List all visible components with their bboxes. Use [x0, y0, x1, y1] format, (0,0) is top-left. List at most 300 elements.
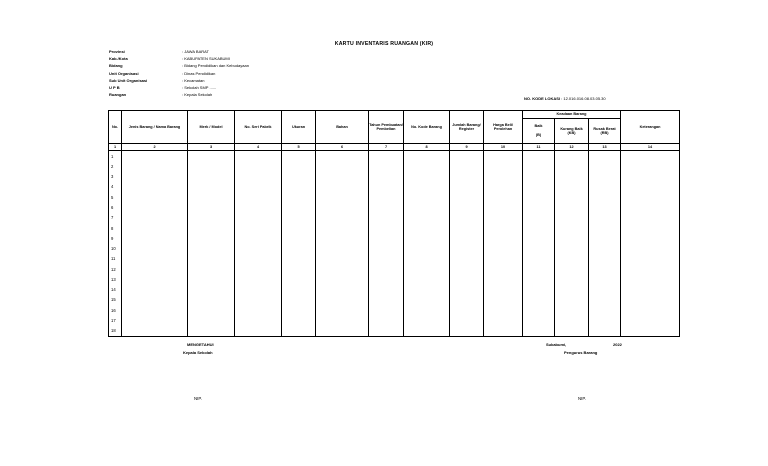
info-row [109, 91, 249, 98]
table-cell [369, 202, 404, 212]
table-cell [188, 254, 235, 264]
table-cell [404, 182, 450, 192]
table-cell [188, 264, 235, 274]
table-cell [621, 151, 680, 162]
table-cell [450, 284, 484, 294]
table-cell [484, 274, 523, 284]
table-cell [235, 182, 282, 192]
table-cell [282, 243, 316, 253]
table-cell [450, 161, 484, 171]
place-label: Sukabumi, [546, 342, 567, 347]
table-cell [188, 172, 235, 182]
table-cell [188, 161, 235, 171]
table-cell [316, 213, 369, 223]
table-cell [122, 172, 188, 182]
table-cell [484, 305, 523, 315]
table-cell [555, 295, 589, 305]
table-cell [404, 305, 450, 315]
table-cell [484, 151, 523, 162]
table-cell [235, 172, 282, 182]
table-cell [316, 172, 369, 182]
table-cell [555, 326, 589, 337]
table-cell [523, 305, 555, 315]
kode-lokasi-value: : 12.016.016.08.03.05.30 [561, 96, 606, 101]
table-cell [369, 295, 404, 305]
table-cell [555, 243, 589, 253]
table-cell [316, 305, 369, 315]
table-cell [404, 151, 450, 162]
column-number: 10 [484, 144, 523, 151]
table-cell [555, 192, 589, 202]
table-cell [235, 284, 282, 294]
table-cell [282, 172, 316, 182]
table-row [109, 264, 680, 274]
table-cell [404, 254, 450, 264]
table-cell [282, 264, 316, 274]
table-cell [404, 243, 450, 253]
header-info [109, 48, 249, 98]
table-cell [316, 274, 369, 284]
table-cell [404, 192, 450, 202]
table-cell [316, 284, 369, 294]
table-cell [589, 161, 621, 171]
table-cell [122, 326, 188, 337]
table-cell [450, 202, 484, 212]
table-row [109, 192, 680, 202]
table-cell [555, 284, 589, 294]
row-number: 9 [109, 233, 122, 243]
table-cell [555, 202, 589, 212]
table-cell [282, 315, 316, 325]
table-cell [589, 315, 621, 325]
table-cell [369, 151, 404, 162]
table-cell [316, 233, 369, 243]
table-cell [188, 223, 235, 233]
table-cell [621, 161, 680, 171]
header-tahun: Tahun Pembuatan/ Pembelian [369, 111, 404, 144]
table-cell [316, 223, 369, 233]
table-cell [316, 151, 369, 162]
table-cell [450, 295, 484, 305]
table-cell [589, 223, 621, 233]
table-cell [122, 315, 188, 325]
info-label: Unit Organisasi [109, 70, 139, 76]
table-cell [122, 223, 188, 233]
table-cell [484, 182, 523, 192]
table-cell [450, 326, 484, 337]
header-kurang-baik: Kurang Baik (KB) [555, 119, 589, 144]
table-cell [316, 192, 369, 202]
row-number: 1 [109, 151, 122, 162]
table-cell [621, 305, 680, 315]
table-cell [235, 192, 282, 202]
table-cell [523, 315, 555, 325]
table-cell [555, 213, 589, 223]
table-cell [484, 315, 523, 325]
table-cell [523, 161, 555, 171]
table-cell [282, 233, 316, 243]
table-cell [404, 233, 450, 243]
table-cell [235, 151, 282, 162]
table-cell [188, 243, 235, 253]
table-cell [589, 182, 621, 192]
table-cell [484, 202, 523, 212]
table-cell [404, 315, 450, 325]
inventory-table [108, 110, 680, 337]
table-cell [621, 326, 680, 337]
row-number: 6 [109, 202, 122, 212]
table-cell [555, 172, 589, 182]
table-row [109, 284, 680, 294]
table-cell [282, 192, 316, 202]
table-cell [122, 243, 188, 253]
table-cell [523, 172, 555, 182]
table-cell [316, 161, 369, 171]
table-cell [589, 243, 621, 253]
table-cell [316, 254, 369, 264]
table-cell [282, 284, 316, 294]
row-number: 14 [109, 284, 122, 294]
column-number: 3 [188, 144, 235, 151]
table-cell [589, 172, 621, 182]
table-cell [404, 213, 450, 223]
table-cell [188, 213, 235, 223]
table-cell [369, 284, 404, 294]
table-cell [404, 161, 450, 171]
table-cell [235, 254, 282, 264]
table-row [109, 305, 680, 315]
info-row [109, 48, 249, 55]
table-cell [369, 233, 404, 243]
table-cell [523, 151, 555, 162]
row-number: 12 [109, 264, 122, 274]
info-row [109, 62, 249, 69]
info-label: Ruangan [109, 92, 127, 98]
table-cell [235, 233, 282, 243]
table-cell [282, 274, 316, 284]
table-row [109, 326, 680, 337]
table-cell [484, 192, 523, 202]
table-cell [450, 274, 484, 284]
table-cell [188, 151, 235, 162]
column-number: 12 [555, 144, 589, 151]
info-value: : Dinas Pendidikan [182, 70, 216, 76]
info-value: : Kepala Sekolah [182, 92, 213, 98]
column-number-row [109, 144, 680, 151]
info-row [109, 55, 249, 62]
info-label: U P B [109, 85, 120, 91]
table-row [109, 243, 680, 253]
table-cell [235, 274, 282, 284]
column-number: 14 [621, 144, 680, 151]
column-number: 4 [235, 144, 282, 151]
table-cell [404, 202, 450, 212]
table-cell [555, 305, 589, 315]
table-cell [369, 192, 404, 202]
table-cell [621, 213, 680, 223]
row-number: 8 [109, 223, 122, 233]
table-row [109, 315, 680, 325]
table-cell [523, 254, 555, 264]
table-cell [589, 305, 621, 315]
table-cell [555, 254, 589, 264]
table-cell [621, 223, 680, 233]
row-number: 7 [109, 213, 122, 223]
table-cell [122, 151, 188, 162]
table-cell [235, 202, 282, 212]
table-cell [589, 151, 621, 162]
table-cell [404, 274, 450, 284]
table-cell [523, 213, 555, 223]
info-value: : Bidang Pendidikan dan Kebudayaan [182, 63, 249, 69]
nip-left: NIP. [194, 396, 202, 401]
table-cell [122, 264, 188, 274]
table-cell [621, 192, 680, 202]
row-number: 2 [109, 161, 122, 171]
table-cell [404, 172, 450, 182]
table-cell [523, 274, 555, 284]
column-number: 2 [122, 144, 188, 151]
info-row [109, 70, 249, 77]
table-row [109, 151, 680, 162]
table-cell [450, 172, 484, 182]
table-cell [316, 315, 369, 325]
table-cell [122, 254, 188, 264]
table-cell [450, 264, 484, 274]
table-cell [316, 202, 369, 212]
header-kode-barang: No. Kode Barang [404, 111, 450, 144]
table-cell [122, 192, 188, 202]
table-cell [369, 254, 404, 264]
table-cell [188, 315, 235, 325]
header-baik: Baik (B) [523, 119, 555, 144]
table-cell [316, 326, 369, 337]
table-cell [369, 223, 404, 233]
table-cell [450, 243, 484, 253]
table-cell [404, 264, 450, 274]
table-cell [523, 295, 555, 305]
table-cell [450, 305, 484, 315]
header-jumlah: Jumlah Barang/ Register [450, 111, 484, 144]
info-label: Sub Unit Organisasi [109, 77, 148, 83]
nip-right: NIP. [578, 396, 586, 401]
table-cell [404, 284, 450, 294]
table-cell [369, 213, 404, 223]
table-cell [316, 182, 369, 192]
table-cell [188, 192, 235, 202]
table-cell [235, 161, 282, 171]
table-cell [369, 305, 404, 315]
table-row [109, 182, 680, 192]
table-cell [369, 326, 404, 337]
table-cell [122, 305, 188, 315]
table-cell [316, 264, 369, 274]
column-number: 13 [589, 144, 621, 151]
table-row [109, 223, 680, 233]
table-cell [621, 284, 680, 294]
table-cell [621, 274, 680, 284]
table-cell [235, 305, 282, 315]
info-label: Provinsi [109, 49, 125, 54]
table-cell [621, 243, 680, 253]
table-cell [484, 243, 523, 253]
kode-lokasi [524, 96, 606, 101]
table-cell [555, 223, 589, 233]
table-cell [188, 326, 235, 337]
table-cell [316, 295, 369, 305]
row-number: 16 [109, 305, 122, 315]
table-cell [188, 182, 235, 192]
table-cell [555, 274, 589, 284]
row-number: 18 [109, 326, 122, 337]
column-number: 9 [450, 144, 484, 151]
row-number: 11 [109, 254, 122, 264]
table-cell [589, 213, 621, 223]
table-row [109, 295, 680, 305]
table-cell [188, 295, 235, 305]
table-cell [555, 233, 589, 243]
table-cell [555, 264, 589, 274]
column-number: 8 [404, 144, 450, 151]
table-cell [369, 161, 404, 171]
table-cell [282, 182, 316, 192]
table-cell [589, 264, 621, 274]
table-cell [235, 326, 282, 337]
table-cell [316, 243, 369, 253]
table-cell [369, 172, 404, 182]
table-cell [282, 295, 316, 305]
table-row [109, 274, 680, 284]
table-cell [450, 213, 484, 223]
info-value: : Kecamatan [182, 77, 205, 83]
table-cell [555, 315, 589, 325]
kepala-sekolah-label: Kepala Sekolah [183, 350, 213, 355]
table-cell [450, 315, 484, 325]
table-cell [235, 213, 282, 223]
table-cell [188, 233, 235, 243]
info-value: : KABUPATEN SUKABUMI [182, 56, 230, 62]
row-number: 15 [109, 295, 122, 305]
table-cell [369, 315, 404, 325]
table-cell [484, 161, 523, 171]
header-rusak-berat: Rusak Berat (RB) [589, 119, 621, 144]
row-number: 5 [109, 192, 122, 202]
table-cell [122, 182, 188, 192]
table-cell [282, 213, 316, 223]
row-number: 4 [109, 182, 122, 192]
info-label: Bidang [109, 63, 123, 69]
table-cell [621, 172, 680, 182]
table-cell [555, 151, 589, 162]
table-cell [122, 295, 188, 305]
table-cell [369, 274, 404, 284]
table-cell [484, 264, 523, 274]
table-cell [621, 233, 680, 243]
header-no-seri: No. Seri Pabrik [235, 111, 282, 144]
table-cell [282, 254, 316, 264]
mengetahui-label: MENGETAHUI [187, 342, 214, 347]
row-number: 10 [109, 243, 122, 253]
table-cell [523, 223, 555, 233]
table-cell [484, 213, 523, 223]
table-cell [450, 192, 484, 202]
header-harga: Harga Beli/ Perolehan [484, 111, 523, 144]
table-cell [450, 223, 484, 233]
table-cell [450, 182, 484, 192]
table-cell [589, 284, 621, 294]
table-cell [589, 326, 621, 337]
info-label: Kab./Kota [109, 56, 128, 62]
table-row [109, 254, 680, 264]
table-cell [523, 243, 555, 253]
info-row [109, 77, 249, 84]
column-number: 7 [369, 144, 404, 151]
table-cell [555, 161, 589, 171]
table-cell [404, 326, 450, 337]
row-number: 13 [109, 274, 122, 284]
table-cell [621, 202, 680, 212]
header-merk: Merk / Model [188, 111, 235, 144]
table-cell [282, 223, 316, 233]
table-cell [555, 182, 589, 192]
table-cell [589, 274, 621, 284]
header-no: No. [109, 111, 122, 144]
table-cell [235, 295, 282, 305]
table-row [109, 202, 680, 212]
table-cell [282, 161, 316, 171]
table-cell [621, 264, 680, 274]
table-cell [621, 182, 680, 192]
table-cell [122, 161, 188, 171]
table-cell [122, 213, 188, 223]
table-cell [450, 233, 484, 243]
table-cell [122, 274, 188, 284]
table-cell [282, 326, 316, 337]
table-cell [369, 264, 404, 274]
table-cell [122, 233, 188, 243]
table-cell [523, 182, 555, 192]
table-cell [188, 305, 235, 315]
table-cell [282, 151, 316, 162]
column-number: 6 [316, 144, 369, 151]
table-cell [369, 182, 404, 192]
table-cell [484, 233, 523, 243]
table-cell [523, 202, 555, 212]
table-cell [404, 223, 450, 233]
table-cell [589, 202, 621, 212]
pengurus-barang-label: Pengurus Barang [564, 350, 598, 355]
row-number: 17 [109, 315, 122, 325]
column-number: 11 [523, 144, 555, 151]
table-cell [188, 274, 235, 284]
table-cell [369, 243, 404, 253]
table-cell [484, 284, 523, 294]
table-row [109, 233, 680, 243]
table-row [109, 213, 680, 223]
year-label: 2022 [613, 342, 622, 347]
table-cell [235, 223, 282, 233]
info-row [109, 84, 249, 91]
table-cell [235, 264, 282, 274]
table-cell [122, 284, 188, 294]
table-cell [484, 223, 523, 233]
column-number: 1 [109, 144, 122, 151]
kode-lokasi-label: NO. KODE LOKASI [524, 96, 561, 101]
table-cell [484, 254, 523, 264]
table-cell [621, 315, 680, 325]
table-cell [523, 192, 555, 202]
row-number: 3 [109, 172, 122, 182]
